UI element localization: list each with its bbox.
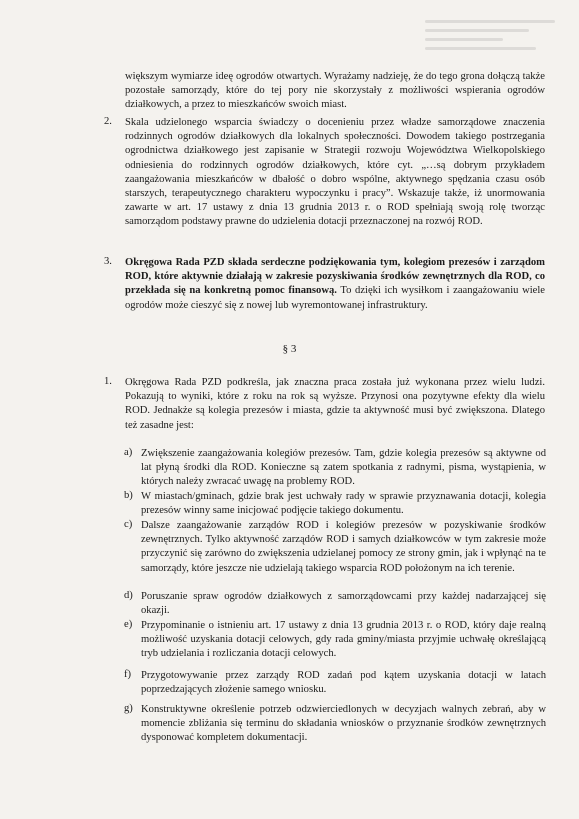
sub-b-letter: b) — [124, 490, 133, 501]
point-3-text — [125, 256, 545, 313]
sub-g-text: Konstruktywne określenie potrzeb odzwierciedlonych w decyzjach walnych zebrań, aby w momencie zbliżania się terminu do składania wniosków o przyznanie środków zewnętrznych dysponować kompletem dokumentacji. — [141, 704, 546, 744]
point-3-rest: To dzięki ich wysiłkom i zaangażowaniu wiele ogrodów może cieszyć się z nowej lub wyremontowanej infrastruktury. — [125, 285, 546, 311]
point-2-number: 2. — [104, 116, 112, 127]
sub-d-text: Poruszanie spraw ogrodów działkowych z samorządowcami przy każdej nadarzającej się okazji. — [141, 591, 546, 617]
sub-b-text: W miastach/gminach, gdzie brak jest uchwały rady w sprawie przyznawania dotacji, kolegia prezesów winny same inicjować podjęcie takiego dokumentu. — [141, 491, 546, 517]
sub-f-letter: f) — [124, 669, 132, 680]
point-3-number: 3. — [104, 256, 112, 267]
sub-a-letter: a) — [124, 447, 133, 458]
faint-stamp — [425, 14, 555, 76]
sub-f-text: Przygotowywanie przez zarządy ROD zadań pod kątem uzyskania dotacji w latach poprzedzających złożenie samego wniosku. — [141, 670, 546, 696]
intro-paragraph: większym wymiarze ideę ogrodów otwartych. Wyrażamy nadzieję, że do tego grona dołączą także pozostałe samorządy, które do tej pory nie skorzystały z możliwości wspierania ogrodów działkowych, a przez to mieszkańców swoich miast. — [125, 71, 545, 111]
sub-c-text: Dalsze zaangażowanie zarządów ROD i kolegiów prezesów w pozyskiwanie środków zewnętrznych. Tylko aktywność zarządów ROD i samych działkowców w tym zakresie może przyczynić się zarówno do zwiększenia udzielanej pomocy ze strony gmin, jak i wpłynąć na te samorządy, które jeszcze nie udzielają takiego wsparcia ROD położonym na ich terenie. — [141, 520, 546, 574]
s3-point-1-text: Okręgowa Rada PZD podkreśla, jak znaczna praca została już wykonana przez wielu ludzi. Pokazują to wyniki, które z roku na rok są wyższe. Przynosi ona pozytywne efekty dla wielu ROD. Jednakże są kolegia prezesów i miasta, gdzie ta aktywność musi być zwiększona. Dlatego też zasadne jest: — [125, 377, 545, 431]
sub-g-letter: g) — [124, 703, 133, 714]
section-heading: § 3 — [282, 343, 297, 355]
sub-e-text: Przypominanie o istnieniu art. 17 ustawy z dnia 13 grudnia 2013 r. o ROD, który daje realną możliwość uzyskania dotacji celowych, gdy rada gminy/miasta przyjmie uchwałę określającą tryb udzielania i rozliczania dotacji celowych. — [141, 620, 546, 660]
point-3-bold: Okręgowa Rada PZD składa serdeczne podziękowania tym, kolegiom prezesów i zarządom ROD, które aktywnie działają w zakresie pozyskiwania środków zewnętrznych dla ROD, co przekłada się na konkretną pomoc finansową. — [125, 257, 545, 297]
sub-e-letter: e) — [124, 619, 133, 630]
sub-c-letter: c) — [124, 519, 133, 530]
sub-a-text: Zwiększenie zaangażowania kolegiów prezesów. Tam, gdzie kolegia prezesów są aktywne od lat płyną środki dla ROD. Konieczne są zatem spotkania z radnymi, pisma, wystąpienia, w których należy zwracać uwagę na problemy ROD. — [141, 448, 546, 488]
sub-d-letter: d) — [124, 590, 133, 601]
s3-point-1-number: 1. — [104, 376, 112, 387]
point-2-text: Skala udzielonego wsparcia świadczy o docenieniu przez władze samorządowe znaczenia rodzinnych ogrodów działkowych dla lokalnych społeczności. Dowodem takiego postrzegania ogrodnictwa działkowego jest zapisanie w Strategii rozwoju Województwa Wielkopolskiego odniesienia do rodzinnych ogrodów działkowych, które cyt. „…są dobrym przykładem zaangażowania mieszkańców w dbałość o dobro wspólne, aktywnego spędzania czasu osób starszych, terapeutycznego charakteru wypoczynku i pracy”. Wskazuje także, iż unormowania zawarte w art. 17 ustawy z dnia 13 grudnia 2013 r. o ROD spełniają swoją rolę tworząc samorządom podstawy prawne do udzielenia dotacji przeznaczonej na rozwój ROD. — [125, 117, 545, 228]
